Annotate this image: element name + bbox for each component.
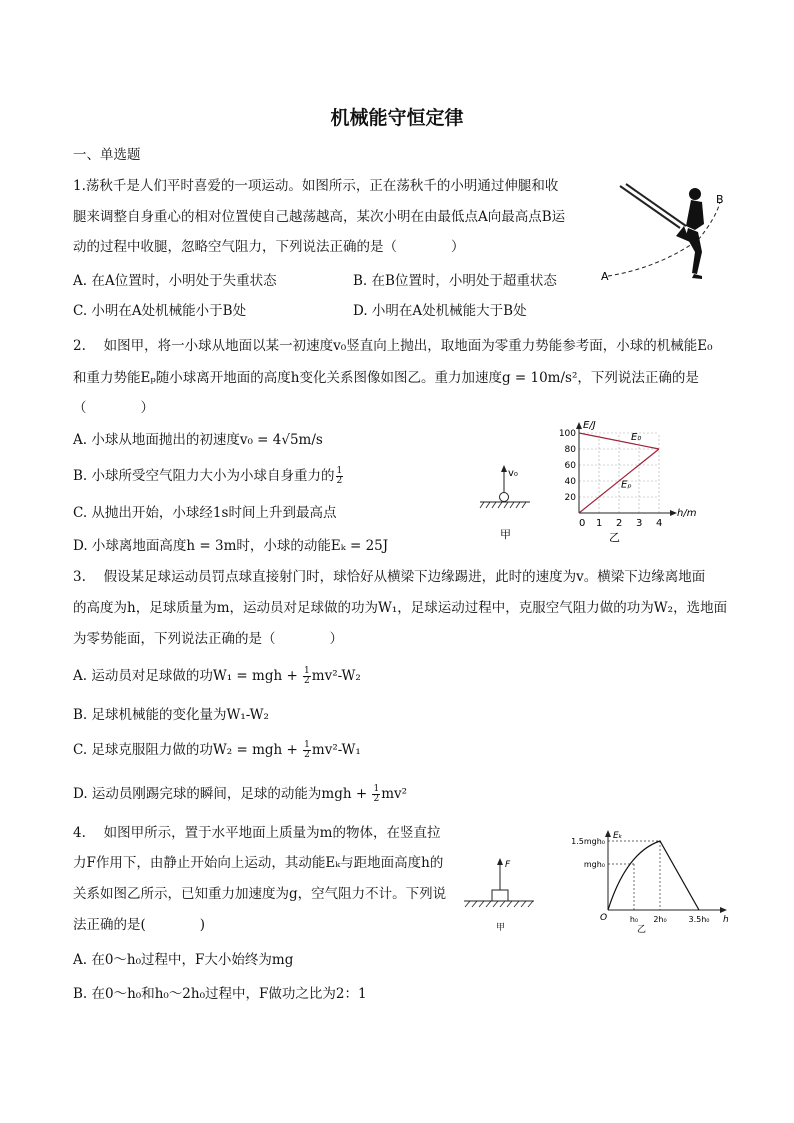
x-axis-label: h/m xyxy=(677,508,697,519)
fraction-numerator: 1 xyxy=(336,466,343,476)
q3-option-d-fraction xyxy=(372,785,380,804)
q1-swing-figure xyxy=(598,180,738,285)
fraction-denominator: 2 xyxy=(304,750,310,760)
series-label-ep: Eₚ xyxy=(621,479,632,491)
q2-option-a[interactable]: A. 小球从地面抛出的初速度v₀ = 4√5m/s xyxy=(73,432,323,448)
y-tick-label: 80 xyxy=(564,445,576,455)
q2-line1: 2. 如图甲，将一小球从地面以某一初速度v₀竖直向上抛出，取地面为零重力势能参考面，小球的机械能E₀ xyxy=(73,338,713,354)
q4-option-a[interactable]: A. 在0～h₀过程中，F大小始终为mg xyxy=(73,952,294,968)
q3-option-d-text: D. 运动员刚踢完球的瞬间，足球的动能为mgh + xyxy=(73,786,372,802)
q1-fig-label-b: B xyxy=(716,193,724,206)
q2-v0-label: v₀ xyxy=(508,468,518,479)
y-tick-label: 40 xyxy=(564,477,576,487)
q2-energy-chart xyxy=(555,418,705,543)
fraction-denominator: 2 xyxy=(304,676,310,686)
q1-line1: 1.荡秋千是人们平时喜爱的一项运动。如图所示，正在荡秋千的小明通过伸腿和收 xyxy=(73,178,559,194)
page-title: 机械能守恒定律 xyxy=(330,107,464,129)
q2-fig-jia: 甲 xyxy=(500,528,511,541)
q1-option-c[interactable]: C. 小明在A处机械能小于B处 xyxy=(73,303,247,319)
ek-curve xyxy=(608,841,699,910)
x-tick-label: 3.5h₀ xyxy=(688,915,710,924)
q1-fig-label-a: A xyxy=(601,270,609,283)
q1-option-d[interactable]: D. 小明在A处机械能大于B处 xyxy=(353,303,527,319)
y-axis-label: E/J xyxy=(583,420,596,431)
x-axis-arrow xyxy=(720,907,727,913)
q1-option-a[interactable]: A. 在A位置时，小明处于失重状态 xyxy=(73,273,277,289)
q1-line3: 动的过程中收腿，忽略空气阻力，下列说法正确的是（ ） xyxy=(73,239,465,255)
x-tick-label: 3 xyxy=(636,518,643,529)
fraction-denominator: 2 xyxy=(336,476,343,486)
x-tick-label: 0 xyxy=(579,518,586,529)
q3-option-a-fraction xyxy=(303,667,311,686)
q1-option-b[interactable]: B. 在B位置时，小明处于超重状态 xyxy=(353,273,557,289)
q2-line2: 和重力势能Eₚ随小球离开地面的高度h变化关系图像如图乙。重力加速度g = 10m/s²，下列说法正确的是 xyxy=(73,370,699,386)
y-tick-label: mgh₀ xyxy=(583,860,605,869)
q3-option-b[interactable]: B. 足球机械能的变化量为W₁-W₂ xyxy=(73,707,269,723)
x-tick-label: 4 xyxy=(656,518,663,529)
q4-line4: 法正确的是( ) xyxy=(73,917,206,933)
q2-option-d[interactable]: D. 小球离地面高度h = 3m时，小球的动能Eₖ = 25J xyxy=(73,538,389,554)
x-tick-label: 2 xyxy=(616,518,623,529)
q4-line2: 力F作用下，由静止开始向上运动，其动能Eₖ与距地面高度h的 xyxy=(73,855,444,871)
q3-option-d[interactable] xyxy=(73,784,407,804)
q4-force-label: F xyxy=(505,860,511,870)
series-label-e0: E₀ xyxy=(631,432,642,444)
q3-option-c[interactable] xyxy=(73,740,361,760)
q3-option-c-text: C. 足球克服阻力做的功W₂ = mgh + xyxy=(73,742,303,758)
fraction-numerator: 1 xyxy=(373,784,380,794)
q4-line1: 4. 如图甲所示，置于水平地面上质量为m的物体，在竖直拉 xyxy=(73,825,441,841)
y-axis-arrow xyxy=(576,422,582,429)
x-axis-arrow xyxy=(670,510,677,516)
q4-kinetic-energy-chart xyxy=(563,826,733,936)
q3-option-d-tail: mv² xyxy=(381,786,408,802)
y-tick-label: 20 xyxy=(564,493,576,503)
q1-line2: 腿来调整自身重心的相对位置使自己越荡越高，某次小明在由最低点A向最高点B运 xyxy=(73,209,566,225)
q4-block-figure xyxy=(462,852,537,934)
q3-option-a-tail: mv²-W₂ xyxy=(311,668,361,684)
fraction-numerator: 1 xyxy=(304,666,310,676)
x-tick-label: 2h₀ xyxy=(653,915,667,924)
q4-line3: 关系如图乙所示，已知重力加速度为g，空气阻力不计。下列说 xyxy=(73,886,447,902)
y-tick-label: 1.5mgh₀ xyxy=(571,837,605,846)
x-tick-label: 1 xyxy=(596,518,603,529)
q3-option-c-fraction xyxy=(303,741,311,760)
y-axis-arrow xyxy=(605,830,611,837)
x-axis-label: h xyxy=(723,915,729,925)
q4-fig-yi: 乙 xyxy=(637,925,647,935)
fraction-denominator: 2 xyxy=(373,794,380,804)
q2-fig-yi: 乙 xyxy=(609,531,620,543)
y-tick-label: 100 xyxy=(558,429,576,439)
q3-line3: 为零势能面，下列说法正确的是（ ） xyxy=(73,631,343,647)
x-tick-label: h₀ xyxy=(629,915,639,924)
q2-line3: （ ） xyxy=(73,400,154,416)
q3-option-a[interactable] xyxy=(73,666,361,686)
fraction-numerator: 1 xyxy=(304,740,310,750)
q3-line2: 的高度为h，足球质量为m，运动员对足球做的功为W₁，足球运动过程中，克服空气阻力做的功为W₂，选地面 xyxy=(73,600,728,616)
q2-ball-figure xyxy=(476,462,536,544)
y-axis-label: Eₖ xyxy=(613,831,623,841)
q3-line1: 3. 假设某足球运动员罚点球直接射门时，球恰好从横梁下边缘踢进，此时的速度为v。横梁下边缘离地面 xyxy=(73,569,706,585)
q2-option-b-fraction xyxy=(336,467,344,486)
q2-option-c[interactable]: C. 从抛出开始，小球经1s时间上升到最高点 xyxy=(73,505,337,521)
q2-option-b[interactable] xyxy=(73,466,344,486)
section-heading: 一、单选题 xyxy=(73,147,141,163)
x-tick-label: O xyxy=(600,913,608,923)
q4-option-b[interactable]: B. 在0～h₀和h₀～2h₀过程中，F做功之比为2：1 xyxy=(73,986,367,1002)
q2-option-b-text: B. 小球所受空气阻力大小为小球自身重力的 xyxy=(73,468,335,484)
y-tick-label: 60 xyxy=(564,461,576,471)
q3-option-c-tail: mv²-W₁ xyxy=(311,742,361,758)
q4-fig-jia: 甲 xyxy=(496,923,506,933)
q3-option-a-text: A. 运动员对足球做的功W₁ = mgh + xyxy=(73,668,303,684)
